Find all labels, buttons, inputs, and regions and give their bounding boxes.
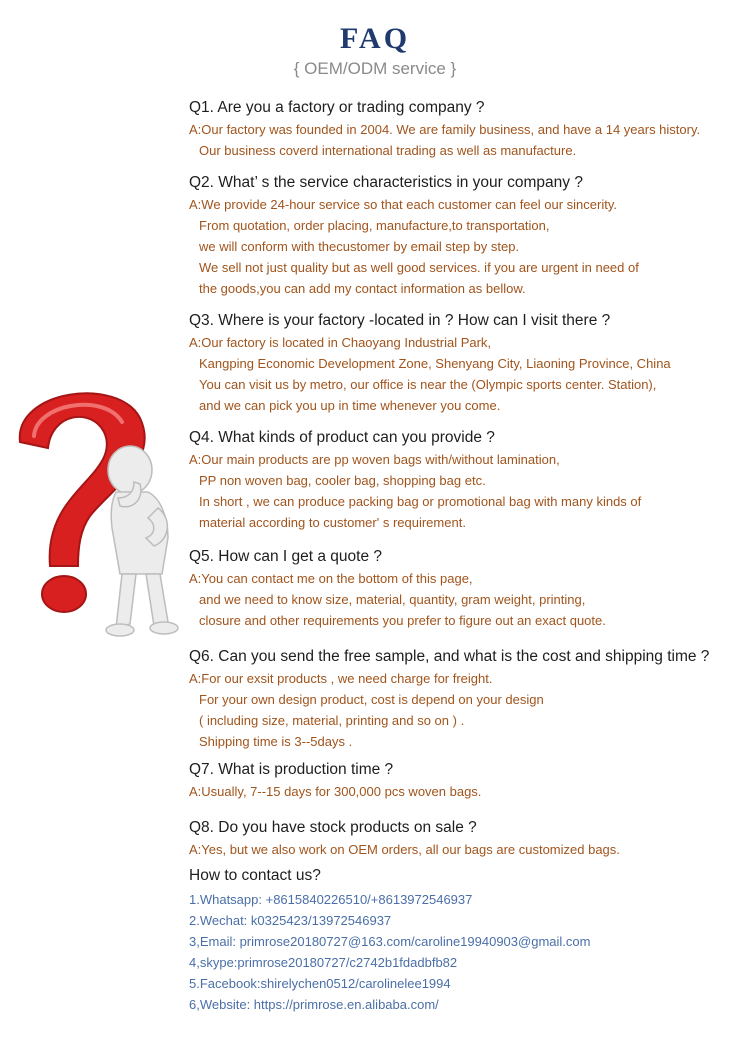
contact-website: 6,Website: https://primrose.en.alibaba.com/: [189, 997, 439, 1012]
faq-answer-3-line-2: Kangping Economic Development Zone, Shenyang City, Liaoning Province, China: [199, 356, 671, 371]
faq-question-3: Q3. Where is your factory -located in ? How can I visit there ?: [189, 312, 611, 329]
faq-question-8: Q8. Do you have stock products on sale ?: [189, 819, 477, 836]
contact-skype: 4,skype:primrose20180727/c2742b1fdadbfb82: [189, 955, 458, 970]
faq-answer-2-line-4: We sell not just quality but as well good services. if you are urgent in need of: [199, 260, 639, 275]
faq-subtitle: { OEM/ODM service }: [293, 59, 457, 78]
faq-question-5: Q5. How can I get a quote ?: [189, 548, 383, 565]
faq-answer-1-line-1: A:Our factory was founded in 2004. We are family business, and have a 14 years history.: [189, 122, 701, 137]
faq-answer-6-line-4: Shipping time is 3--5days .: [199, 734, 353, 749]
faq-question-4: Q4. What kinds of product can you provide ?: [189, 429, 495, 446]
faq-answer-4-line-1: A:Our main products are pp woven bags with/without lamination,: [189, 452, 560, 467]
contact-facebook: 5.Facebook:shirelychen0512/carolinelee1994: [189, 976, 451, 991]
page-header: [0, 22, 750, 80]
faq-answer-6-line-3: ( including size, material, printing and so on ) .: [199, 713, 465, 728]
faq-answer-6-line-2: For your own design product, cost is depend on your design: [199, 692, 544, 707]
faq-answer-4-line-4: material according to customer' s requirement.: [199, 515, 466, 530]
faq-answer-8-line-1: A:Yes, but we also work on OEM orders, all our bags are customized bags.: [189, 842, 620, 857]
faq-answer-1-line-2: Our business coverd international trading as well as manufacture.: [199, 143, 577, 158]
faq-question-2: Q2. What’ s the service characteristics in your company ?: [189, 174, 583, 191]
faq-answer-7-line-1: A:Usually, 7--15 days for 300,000 pcs woven bags.: [189, 784, 482, 799]
faq-answer-2-line-3: we will conform with thecustomer by email step by step.: [199, 239, 520, 254]
faq-answer-5-line-1: A:You can contact me on the bottom of this page,: [189, 571, 473, 586]
faq-answer-2-line-1: A:We provide 24-hour service so that each customer can feel our sincerity.: [189, 197, 617, 212]
faq-answer-4-line-2: PP non woven bag, cooler bag, shopping bag etc.: [199, 473, 486, 488]
faq-answer-3-line-4: and we can pick you up in time whenever you come.: [199, 398, 501, 413]
faq-question-7: Q7. What is production time ?: [189, 761, 394, 778]
faq-answer-5-line-2: and we need to know size, material, quantity, gram weight, printing,: [199, 592, 586, 607]
faq-answer-4-line-3: In short , we can produce packing bag or promotional bag with many kinds of: [199, 494, 642, 509]
faq-answer-6-line-1: A:For our exsit products , we need charge for freight.: [189, 671, 493, 686]
faq-answer-3-line-3: You can visit us by metro, our office is near the (Olympic sports center. Station),: [199, 377, 657, 392]
contact-wechat: 2.Wechat: k0325423/13972546937: [189, 913, 392, 928]
faq-answer-2-line-2: From quotation, order placing, manufacture,to transportation,: [199, 218, 550, 233]
contact-email: 3,Email: primrose20180727@163.com/caroline19940903@gmail.com: [189, 934, 591, 949]
faq-answer-2-line-5: the goods,you can add my contact information as bellow.: [199, 281, 526, 296]
faq-answer-3-line-1: A:Our factory is located in Chaoyang Industrial Park,: [189, 335, 492, 350]
faq-question-6: Q6. Can you send the free sample, and what is the cost and shipping time ?: [189, 648, 710, 665]
contact-whatsapp: 1.Whatsapp: +8615840226510/+8613972546937: [189, 892, 473, 907]
faq-title: FAQ: [339, 22, 411, 55]
faq-question-1: Q1. Are you a factory or trading company ?: [189, 99, 485, 116]
contact-title: How to contact us?: [189, 867, 321, 884]
faq-answer-5-line-3: closure and other requirements you prefer to figure out an exact quote.: [199, 613, 606, 628]
thinking-figure-icon: [106, 446, 178, 636]
thinking-figure-illustration: [8, 378, 198, 640]
